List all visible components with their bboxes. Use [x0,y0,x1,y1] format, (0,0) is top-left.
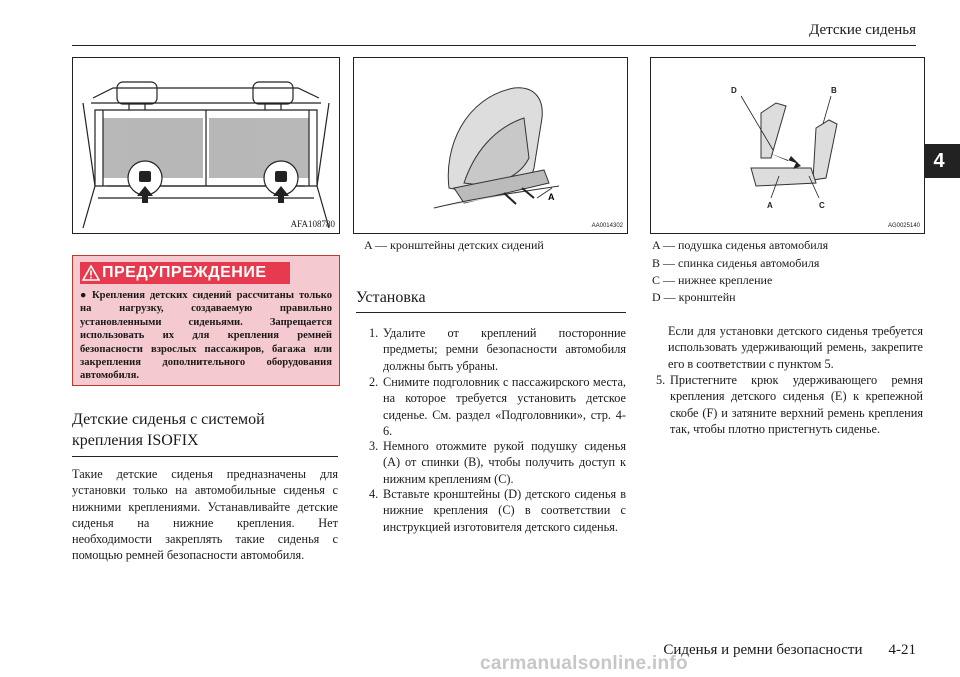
seat-anchor-illustration [651,58,924,233]
install-step-5 [656,372,923,437]
figure-code: AG0025140 [887,223,920,229]
step-text: Снимите подголовник с пассажирского места, на которое требуется установить детское сиденье. См. раздел «Подголовники», стр. 4-6. [383,375,626,438]
warning-text [80,289,332,383]
page-number: 4-21 [888,642,916,658]
caption-right-c: C — нижнее крепление [652,273,773,287]
step-text: Удалите от креплений посторонние предметы; ремни безопасности автомобиля должны быть убраны. [383,326,626,373]
caption-right-d: D — кронштейн [652,290,736,304]
install-title: Установка [356,289,426,306]
label-c: C [819,201,825,210]
isofix-title-line1: Детские сиденья с системой [72,411,265,428]
install-step-1 [369,325,626,374]
warning-body: Крепления детских сидений рассчитаны только на нагрузку, создаваемую правильно установленными сиденьями. Запрещается использовать их для крепления ремней безопасности взрослых пассажиров, багажа или закрепления дополнительного оборудования автомобиля. [80,290,332,382]
caption-right-a: A — подушка сиденья автомобиля [652,238,829,252]
running-header: Детские сиденья [809,22,916,38]
caption-right-b: B — спинка сиденья автомобиля [652,256,820,270]
warning-icon [80,265,102,281]
watermark[interactable]: carmanualsonline.info [480,653,688,674]
figure-isofix-anchors [72,57,340,234]
label-a: A [767,201,773,210]
bullet-icon: ● [80,290,87,301]
figure-tether [650,57,925,234]
figure-code: AA0014302 [591,223,623,229]
isofix-text: Такие детские сиденья предназначены для установки только на автомобильные сиденья с нижними креплениями. Устанавливайте детские сиденья на нижние крепления. Нет необходимости закреплять такие сиденья с помощью ремней безопасности автомобиля. [72,467,338,563]
install-step-2 [369,374,626,439]
label-d: D [731,86,737,95]
footer [663,642,916,659]
step-number: 2. [369,375,379,389]
install-step-3 [369,438,626,487]
step-text: Вставьте кронштейны (D) детского сиденья в нижние крепления (C) в соответствии с инструкцией изготовителя детского сиденья. [383,487,626,534]
step-text: Пристегните крюк удерживающего ремня крепления детского сиденья (E) к крепежной скобе (F) и затяните верхний ремень крепления так, чтобы плотно пристегнуть сиденье. [670,373,923,436]
figure-code: AFA108780 [290,219,335,229]
isofix-title-line2: крепления ISOFIX [72,432,199,449]
warning-header [80,262,290,284]
step-number: 5. [656,373,666,387]
step-number: 1. [369,326,379,340]
header-rule [72,45,916,46]
footer-section: Сиденья и ремни безопасности [663,642,863,658]
caption-middle: A — кронштейны детских сидений [364,238,544,252]
install-step-4 [369,486,626,535]
warning-title: ПРЕДУПРЕЖДЕНИЕ [102,264,267,281]
child-seat-illustration [354,58,627,233]
step-number: 4. [369,487,379,501]
label-b: B [831,86,837,95]
install-rule [356,312,626,313]
rear-seat-illustration [73,58,339,233]
label-a: A [548,192,555,202]
isofix-rule [72,456,338,457]
step-text: Немного отожмите рукой подушку сиденья (A) от спинки (B), чтобы получить доступ к нижним креплениям (C). [383,439,626,486]
tether-paragraph: Если для установки детского сиденья требуется использовать удерживающий ремень, закрепите его в соответствии с пунктом 5. [668,324,923,371]
step-number: 3. [369,439,379,453]
figure-child-seat-install [353,57,628,234]
chapter-tab[interactable]: 4 [918,144,960,178]
